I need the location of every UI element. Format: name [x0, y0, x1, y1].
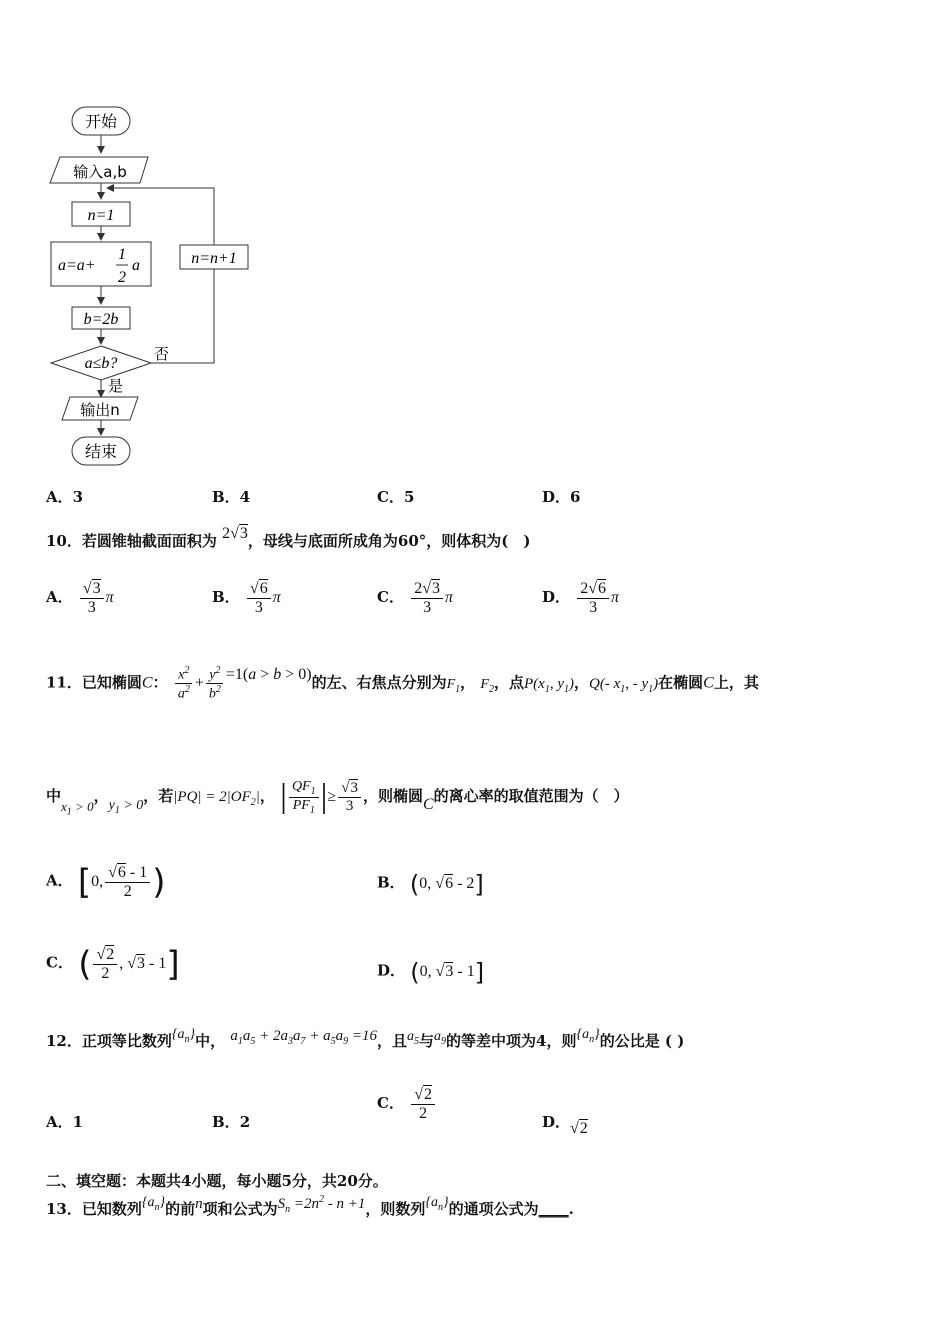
- q10-option-b[interactable]: B． $\frac{√6}{3}$ π: [212, 580, 281, 616]
- q10-stem: 10．若圆锥轴截面面积为 2√3，母线与底面所成角为60°，则体积为( ): [46, 525, 531, 550]
- end-label: 结束: [84, 442, 118, 461]
- input-label: 输入a,b: [73, 163, 127, 181]
- section-2-title: 二、填空题：本题共4小题，每小题5分，共20分。: [46, 1172, 388, 1190]
- q12-option-a[interactable]: A．1: [46, 1113, 84, 1131]
- flowchart: [40, 100, 280, 470]
- start-label: 开始: [84, 112, 118, 131]
- q11-stem-line2: 中$x_1 > 0$，$y_1 > 0$，若$|PQ| = 2|OF_2|$， | $\frac{QF_1}{PF_1}$ |≥ $\frac{√3}{3}$ ，则椭圆C的离心率的取值范围为（ ）: [46, 778, 629, 818]
- increment-label: n=n+1: [191, 250, 237, 267]
- half-den: 2: [118, 269, 126, 286]
- no-label: 否: [154, 345, 170, 363]
- q9-option-a[interactable]: A．3: [46, 488, 84, 506]
- q11-option-b[interactable]: B． (0, √6 - 2]: [377, 870, 484, 898]
- half-num: 1: [118, 246, 126, 263]
- update-a-tail: a: [132, 257, 140, 274]
- update-b-label: b=2b: [83, 311, 119, 328]
- q10-option-c[interactable]: C． $\frac{2√3}{3}$ π: [377, 580, 453, 616]
- q13-stem: 13．已知数列$\{a_n\}$的前n项和公式为$S_n =2n^2 - n +1$，则数列$\{a_n\}$的通项公式为____.: [46, 1194, 574, 1218]
- q9-option-c[interactable]: C．5: [377, 488, 415, 506]
- q11-option-d[interactable]: D． (0, √3 - 1]: [377, 958, 485, 986]
- q11-option-a[interactable]: A． [0, $\frac{√6 - 1}{2}$ ): [46, 862, 166, 902]
- q9-option-b[interactable]: B．4: [212, 488, 251, 506]
- condition-label: a≤b?: [84, 355, 118, 372]
- q11-option-c[interactable]: C． ( $\frac{√2}{2}$ , √3 - 1]: [46, 944, 180, 984]
- q12-option-d[interactable]: D．√2: [542, 1113, 588, 1137]
- q10-option-a[interactable]: A． $\frac{√3}{3}$ π: [46, 580, 114, 616]
- update-a-label: a=a+: [58, 257, 96, 274]
- q10-option-d[interactable]: D． $\frac{2√6}{3}$ π: [542, 580, 620, 616]
- q11-stem-line1: 11．已知椭圆C： $\frac{x^2}{a^2}$ + $\frac{y^2}{b^2}$ =1(a > b > 0)的左、右焦点分别为$F_1$， $F_2$，点$P(x_1$, $y_1$)，Q(- $x_1$, - $y_1$)在椭圆C上，其: [46, 665, 759, 702]
- q12-option-b[interactable]: B．2: [212, 1113, 251, 1131]
- q13-blank[interactable]: ____: [538, 1200, 569, 1218]
- q10-area: 2√3: [222, 525, 248, 542]
- q12-stem: 12．正项等比数列$\{a_n\}$中， $a_1a_5 + 2a_3a_7 + a_5a_9 =16$，且$a_5$与$a_9$的等差中项为4，则$\{a_n\}$的公比是 ( ): [46, 1027, 685, 1050]
- output-label: 输出n: [80, 401, 120, 419]
- yes-label: 是: [108, 377, 124, 395]
- init-label: n=1: [87, 207, 115, 224]
- q12-equation: $a_1a_5 + 2a_3a_7 + a_5a_9 =16$: [230, 1028, 377, 1047]
- q9-option-d[interactable]: D．6: [542, 488, 581, 506]
- q12-option-c[interactable]: C． $\frac{√2}{2}$: [377, 1086, 437, 1122]
